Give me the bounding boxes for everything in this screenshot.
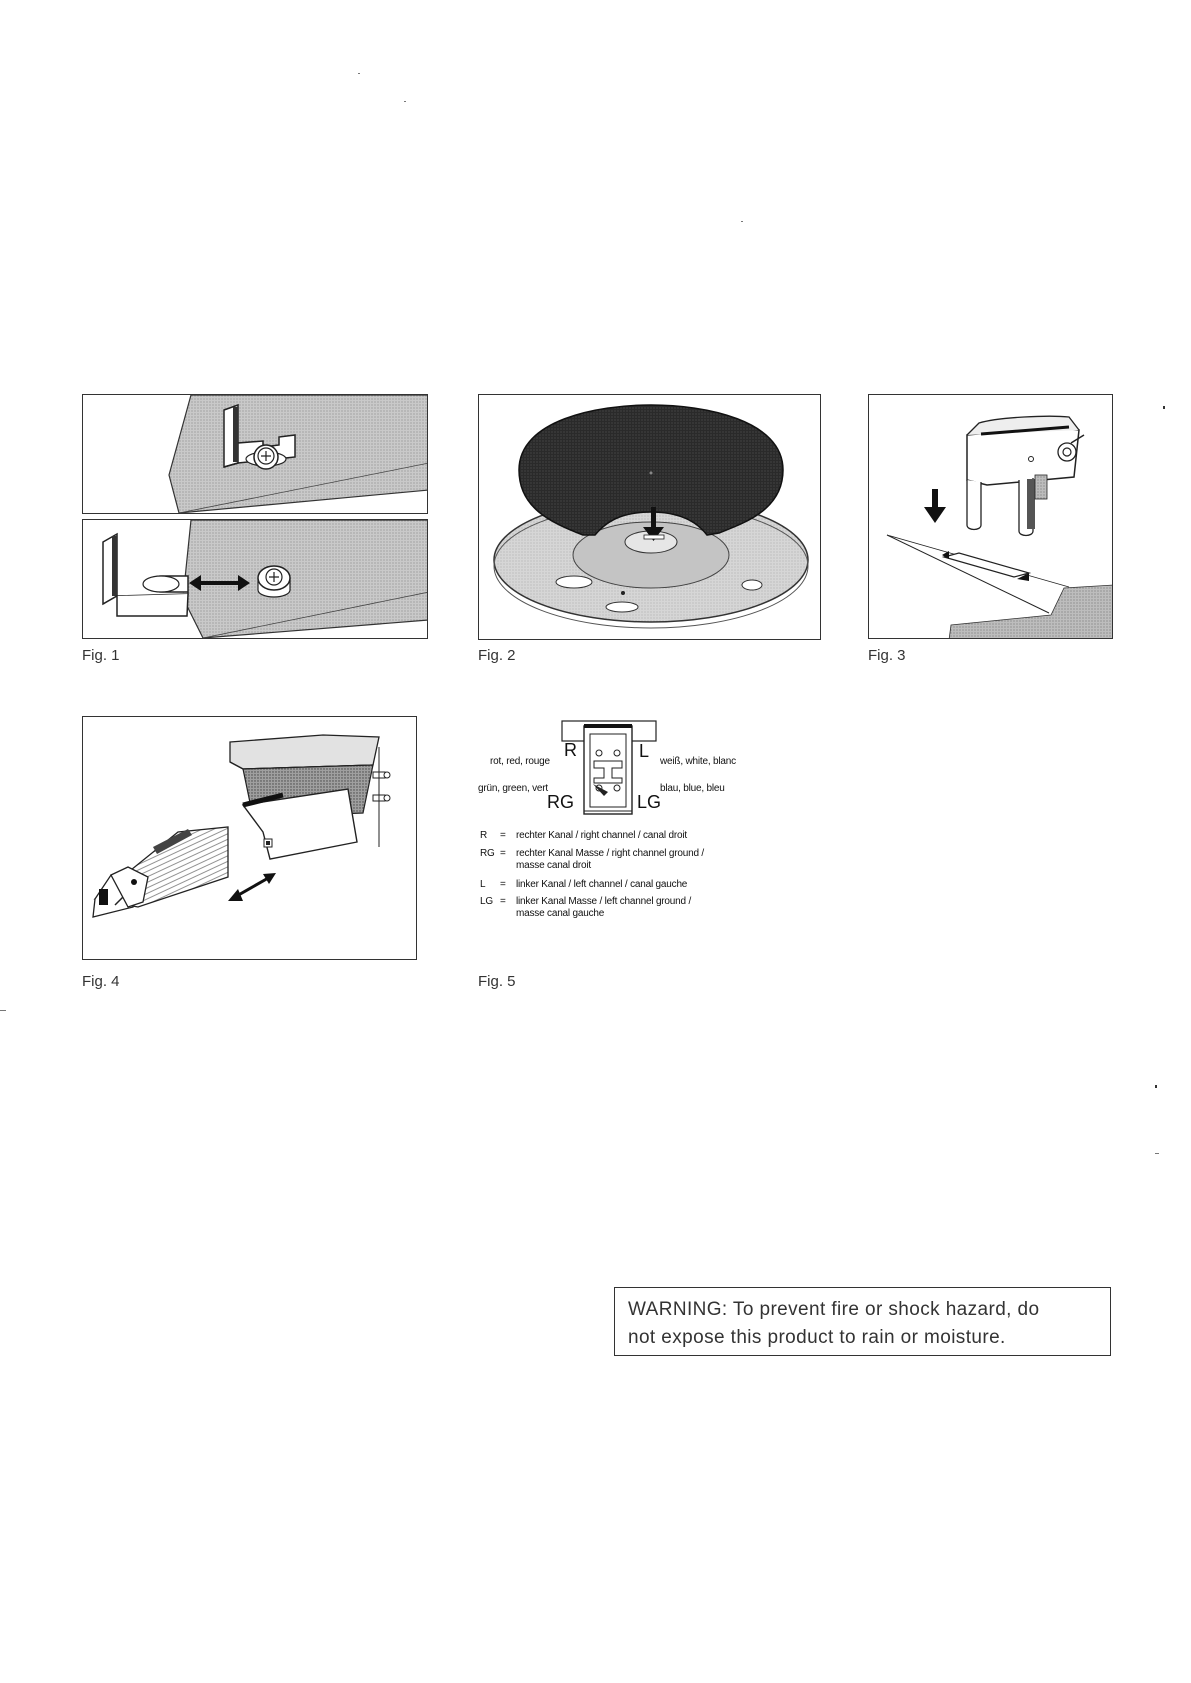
pin-label-rg: RG bbox=[547, 792, 574, 812]
scan-speck bbox=[741, 221, 743, 222]
legend-text: linker Kanal Masse / left channel ground / bbox=[516, 896, 692, 907]
wire-color-l: weiß, white, blanc bbox=[660, 756, 736, 767]
scan-speck bbox=[1155, 1085, 1157, 1088]
wire-color-rg: grün, green, vert bbox=[478, 783, 548, 794]
fig1-top-illustration bbox=[83, 395, 428, 514]
fig4-illustration bbox=[83, 717, 417, 960]
pin-label-l: L bbox=[639, 741, 650, 761]
legend-key: RG bbox=[480, 848, 495, 859]
pin-label-lg: LG bbox=[637, 792, 662, 812]
scan-speck bbox=[404, 101, 406, 102]
legend-text: rechter Kanal Masse / right channel ground / bbox=[516, 848, 704, 859]
fig1-top-panel bbox=[82, 394, 428, 514]
legend-key: L bbox=[480, 879, 486, 890]
legend-eq: = bbox=[500, 848, 506, 859]
fig1-bottom-illustration bbox=[83, 520, 428, 639]
fig5-caption: Fig. 5 bbox=[478, 973, 516, 990]
fig4-panel bbox=[82, 716, 417, 960]
warning-line-1: WARNING: To prevent fire or shock hazard, do bbox=[628, 1299, 1040, 1320]
pin-label-r: R bbox=[564, 740, 577, 760]
fig3-illustration bbox=[869, 395, 1113, 639]
fig1-caption: Fig. 1 bbox=[82, 647, 120, 664]
legend-text: linker Kanal / left channel / canal gauche bbox=[516, 879, 688, 890]
legend-text: masse canal droit bbox=[516, 860, 591, 871]
fig1-bottom-panel bbox=[82, 519, 428, 639]
fig2-illustration bbox=[479, 395, 821, 640]
scan-speck bbox=[1155, 1153, 1159, 1154]
scan-speck bbox=[0, 1010, 6, 1011]
wire-color-lg: blau, blue, bleu bbox=[660, 783, 725, 794]
legend-key: R bbox=[480, 830, 488, 841]
fig4-caption: Fig. 4 bbox=[82, 973, 120, 990]
legend-key: LG bbox=[480, 896, 493, 907]
fig3-panel bbox=[868, 394, 1113, 639]
warning-box bbox=[614, 1287, 1111, 1356]
legend-eq: = bbox=[500, 896, 506, 907]
warning-line-2: not expose this product to rain or moisture. bbox=[628, 1327, 1006, 1348]
scan-speck bbox=[358, 73, 360, 74]
fig2-panel bbox=[478, 394, 821, 640]
wire-color-r: rot, red, rouge bbox=[490, 756, 550, 767]
legend-text: rechter Kanal / right channel / canal droit bbox=[516, 830, 687, 841]
legend-eq: = bbox=[500, 830, 506, 841]
fig3-caption: Fig. 3 bbox=[868, 647, 906, 664]
legend-text: masse canal gauche bbox=[516, 908, 605, 919]
legend-eq: = bbox=[500, 879, 506, 890]
arrow-down-icon bbox=[924, 507, 946, 523]
fig2-caption: Fig. 2 bbox=[478, 647, 516, 664]
headshell-surface bbox=[169, 395, 428, 513]
scan-speck bbox=[1163, 406, 1165, 409]
